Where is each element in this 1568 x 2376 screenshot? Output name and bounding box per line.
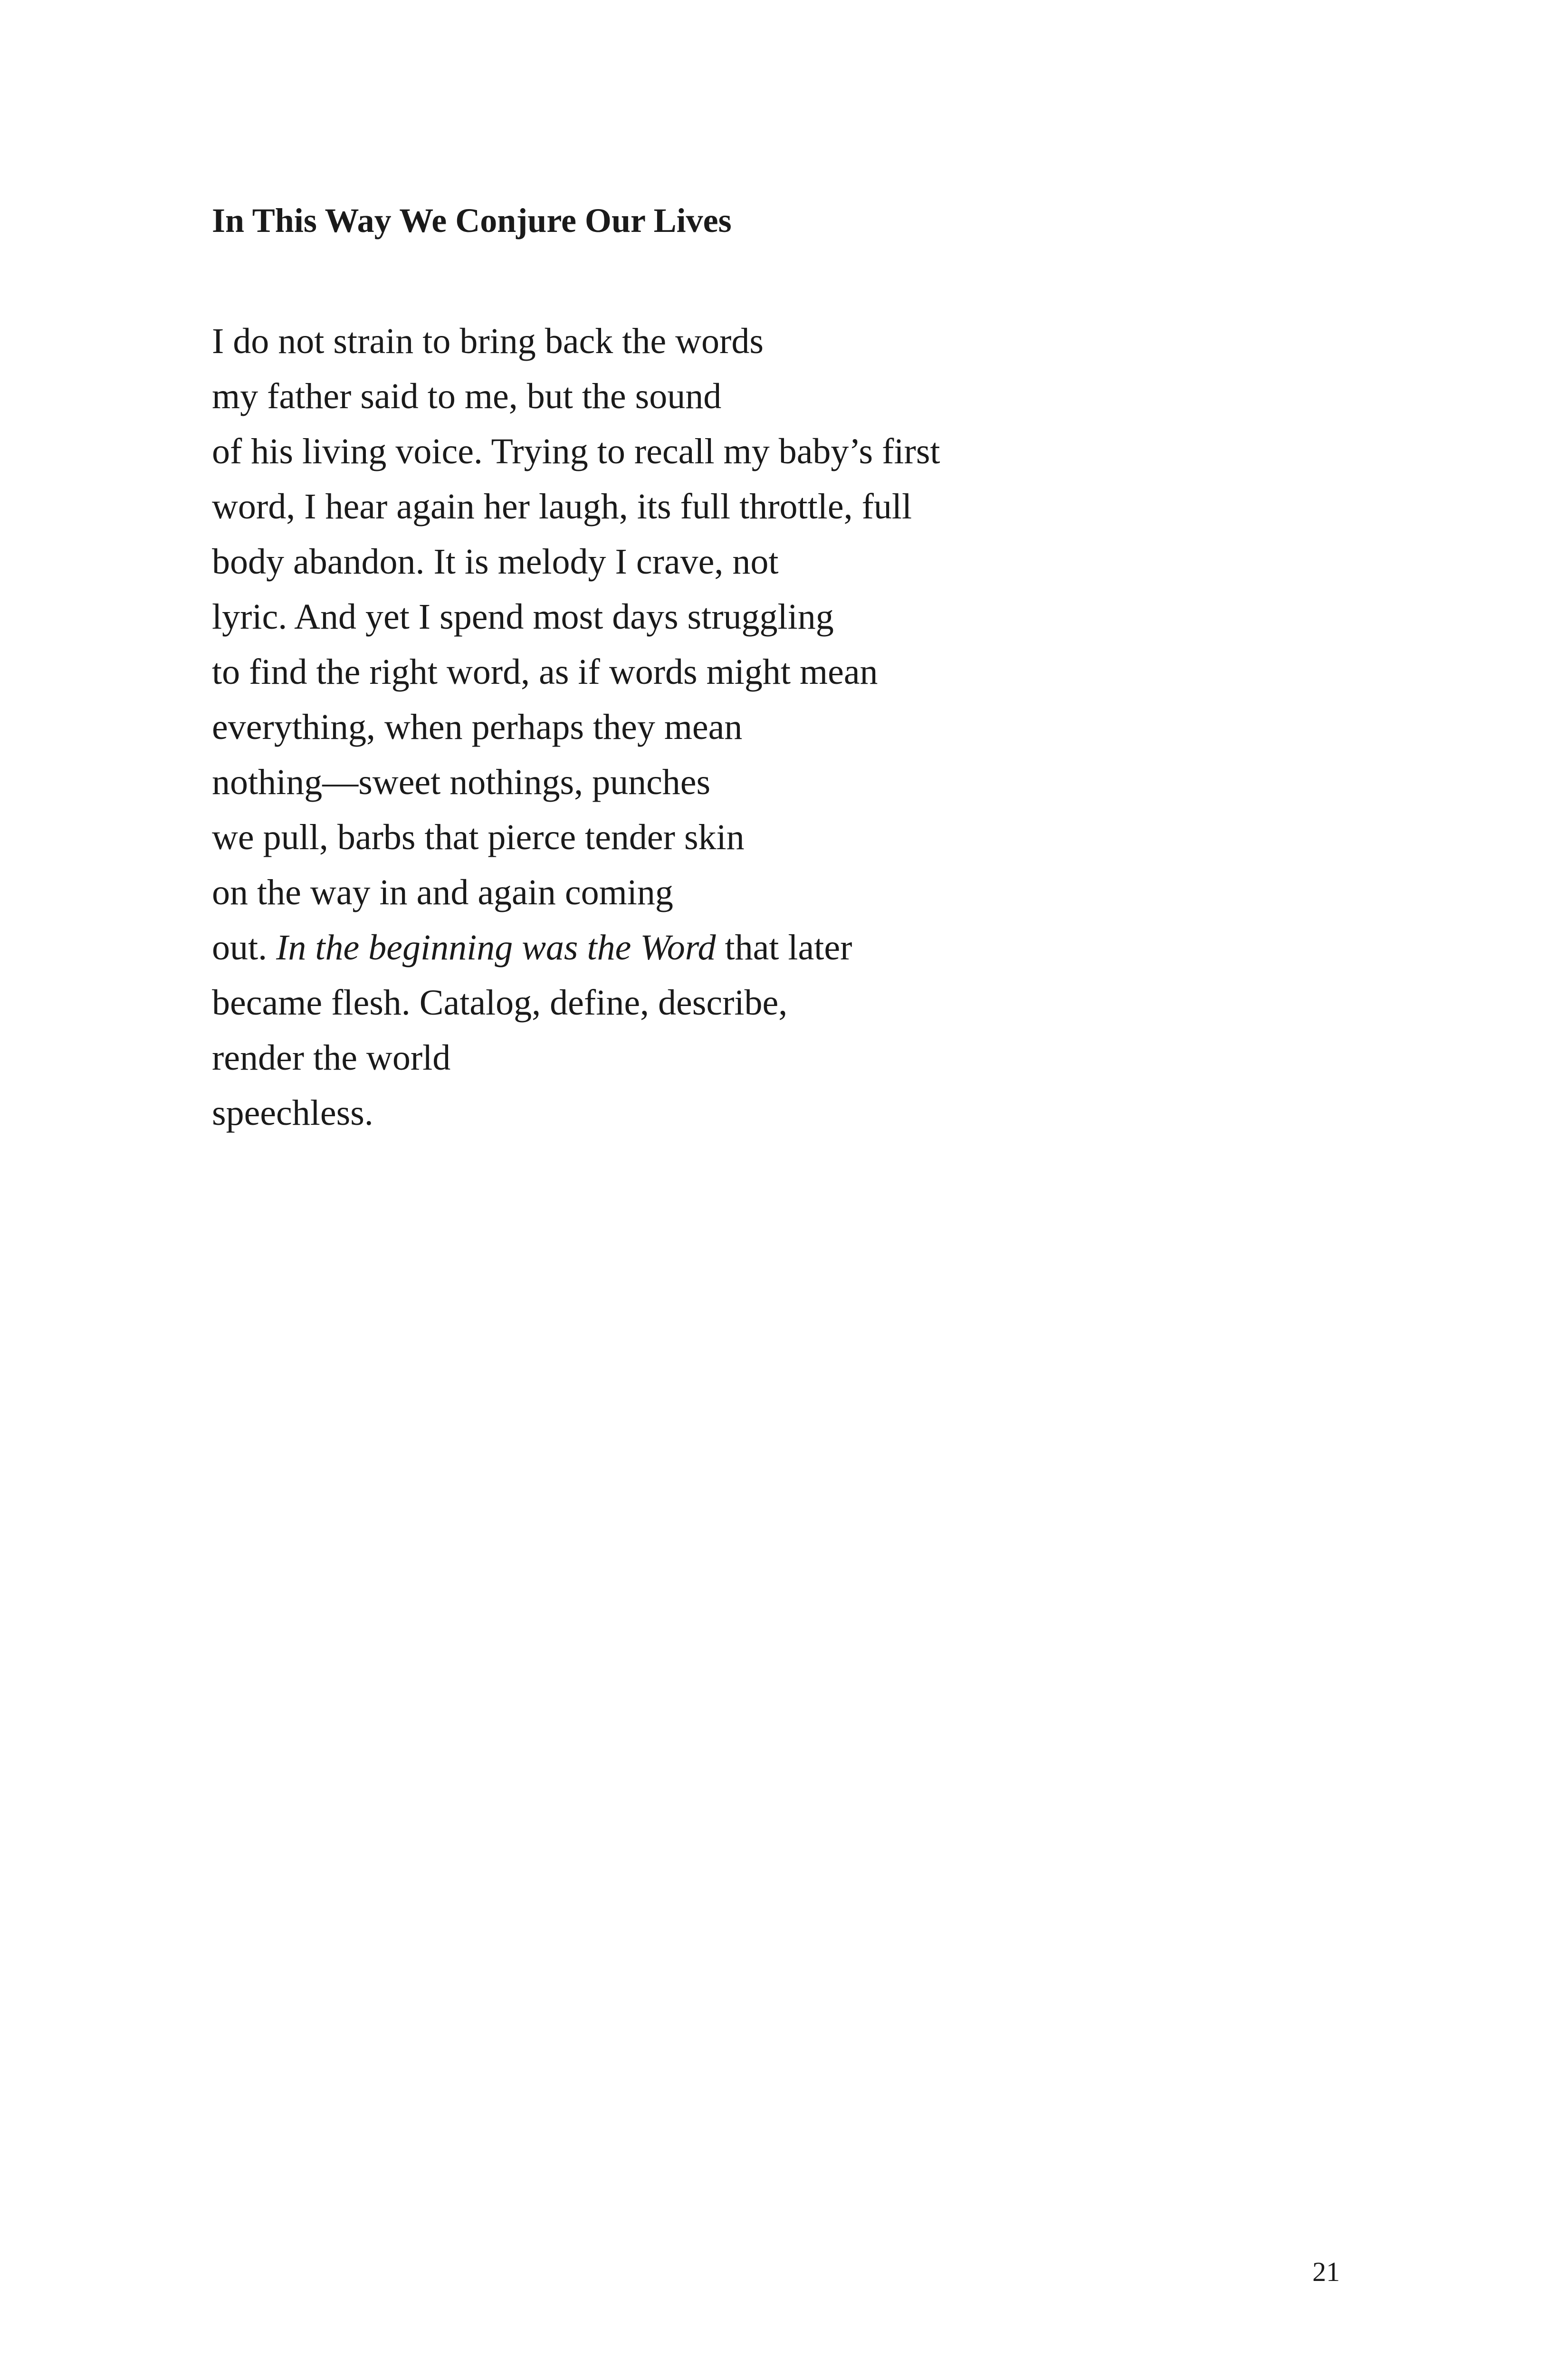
- poem-line-with-italic: [212, 920, 940, 975]
- poem-line: everything, when perhaps they mean: [212, 707, 743, 747]
- poem-line: render the world: [212, 1038, 451, 1078]
- poem-italic-quotation: In the beginning was the Word: [276, 928, 716, 968]
- poem-line: nothing—sweet nothings, punches: [212, 762, 711, 802]
- poem-line: became flesh. Catalog, define, describe,: [212, 983, 788, 1023]
- poem-line-before-italic: out.: [212, 928, 277, 968]
- poem-line: to find the right word, as if words might mean: [212, 652, 878, 692]
- poem-line: body abandon. It is melody I crave, not: [212, 542, 779, 582]
- poem-line-after-italic: that later: [716, 928, 852, 968]
- poem-body: [212, 314, 940, 1140]
- poem-line: of his living voice. Trying to recall my baby’s first: [212, 431, 940, 471]
- poem-line: on the way in and again coming: [212, 872, 673, 912]
- poem-line: we pull, barbs that pierce tender skin: [212, 817, 745, 857]
- poem-line: lyric. And yet I spend most days struggling: [212, 597, 834, 637]
- page-number: 21: [1312, 2256, 1340, 2287]
- poem-title: In This Way We Conjure Our Lives: [212, 201, 732, 240]
- poem-line: I do not strain to bring back the words: [212, 321, 764, 361]
- poem-line: speechless.: [212, 1093, 373, 1133]
- poem-line: my father said to me, but the sound: [212, 376, 722, 416]
- poem-line: word, I hear again her laugh, its full throttle, full: [212, 487, 912, 527]
